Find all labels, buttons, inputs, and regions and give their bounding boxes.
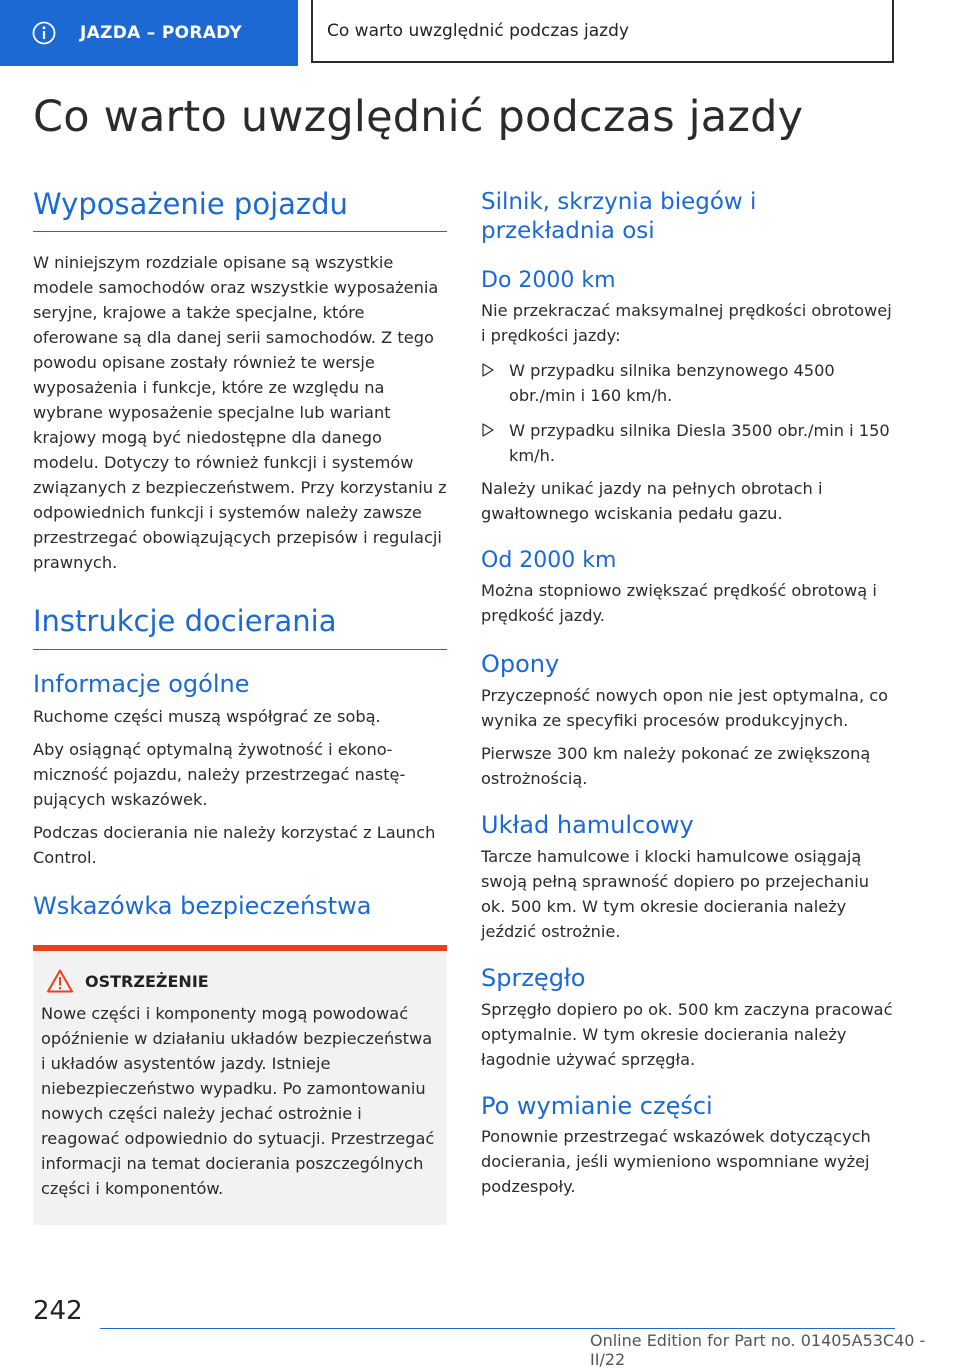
- general-p2: Aby osiągnąć optymalną żywotność i ekonomiczność pojazdu, należy przestrzegać następujących wskazówek.: [33, 740, 406, 810]
- page-number: 242: [33, 1296, 83, 1326]
- upto-avoid-text: Należy unikać jazdy na pełnych obrotach i gwałtownego wciskania pedału gazu.: [481, 478, 823, 523]
- bullet-text: W przypadku silnika Diesla 3500 obr./min i 150 km/h.: [509, 420, 890, 465]
- info-icon: [32, 21, 56, 45]
- upto-heading: Do 2000 km: [481, 267, 616, 293]
- tires-p2: Pierwsze 300 km należy pokonać ze zwiększoną ostrożnością.: [481, 744, 871, 789]
- warning-header: [41, 969, 439, 993]
- triangle-bullet-icon: [481, 421, 495, 439]
- brakes-heading: Układ hamulcowy: [481, 811, 694, 840]
- from-heading: Od 2000 km: [481, 547, 617, 573]
- from-text: Można stopniowo zwiększać prędkość obrotową i prędkość jazdy.: [481, 581, 877, 626]
- triangle-bullet-icon: [481, 361, 495, 379]
- equipment-text: W niniejszym rozdziale opisane są wszystkie modele samochodów oraz wszystkie wyposażenia seryjne, krajowe a także specjalne, które oferowane są dla danej serii samochodów. Z tego powodu opisane zostały również te wersje wyposażenia i funkcje, które ze względu na wybrane wyposażenie specjalne lub wariant krajowy mogą być niedostępne dla danego modelu. Dotyczy to również funkcji i systemów związanych z bezpieczeństwem. Przy korzystaniu z odpowiednich funkcji i systemów należy zawsze przestrzegać obowiązujących przepisów i regulacji prawnych.: [33, 253, 447, 573]
- list-item: [481, 358, 895, 408]
- warning-text: Nowe części i komponenty mogą powodować opóźnienie w działaniu układów bezpieczeństwa i układów asystentów jazdy. Istnieje niebezpieczeństwo wypadku. Po zamontowaniu nowych części należy jechać ostrożnie i reagować odpowiednio do sytuacji. Przestrzegać informacji na temat docierania poszczególnych części i komponentów.: [41, 1004, 435, 1199]
- safety-heading: Wskazówka bezpieczeństwa: [33, 892, 372, 921]
- warning-triangle-icon: [47, 969, 73, 993]
- rpm-limit-list: [481, 358, 895, 468]
- clutch-text: Sprzęgło dopiero po ok. 500 km zaczyna pracować optymalnie. W tym okresie docierania należy łagodnie używać sprzęgła.: [481, 999, 893, 1069]
- warning-title: OSTRZEŻENIE: [85, 971, 209, 991]
- engine-heading: Silnik, skrzynia biegów i przekładnia osi: [481, 189, 757, 244]
- footer-rule: [100, 1328, 895, 1329]
- equipment-heading: Wyposażenie pojazdu: [33, 188, 447, 232]
- brakes-text: Tarcze hamulcowe i klocki hamulcowe osiągają swoją pełną sprawność dopiero po przejechaniu ok. 500 km. W tym okresie docierania należy jeździć ostrożnie.: [481, 846, 869, 941]
- page-header: [0, 0, 960, 66]
- tires-p1: Przyczepność nowych opon nie jest optymalna, co wynika ze specyfiki procesów produkcyjnych.: [481, 686, 889, 731]
- warning-box: [33, 945, 447, 1225]
- clutch-heading: Sprzęgło: [481, 963, 586, 992]
- section-tab: [0, 0, 298, 66]
- parts-heading: Po wymianie części: [481, 1091, 713, 1120]
- breakin-heading: Instrukcje docierania: [33, 605, 447, 649]
- upto-text: Nie przekraczać maksymalnej prędkości obrotowej i prędkości jazdy:: [481, 300, 892, 345]
- parts-text: Ponownie przestrzegać wskazówek dotyczących docierania, jeśli wymieniono wspomniane wyżej podzespoły.: [481, 1127, 871, 1197]
- left-column: [33, 188, 447, 1225]
- right-column: [481, 188, 895, 1199]
- general-p1: Ruchome części muszą współgrać ze sobą.: [33, 707, 381, 727]
- bullet-text: W przypadku silnika benzynowego 4500 obr./min i 160 km/h.: [509, 360, 835, 405]
- page-title: Co warto uwzględnić podczas jazdy: [33, 92, 804, 142]
- general-p3: Podczas docierania nie należy korzystać z Launch Control.: [33, 823, 436, 868]
- section-label: JAZDA – PORADY: [80, 23, 242, 43]
- edition-text: Online Edition for Part no. 01405A53C40 - II/22: [590, 1331, 926, 1369]
- general-heading: Informacje ogólne: [33, 669, 250, 698]
- chapter-title: Co warto uwzględnić podczas jazdy: [311, 0, 894, 63]
- list-item: [481, 418, 895, 468]
- tires-heading: Opony: [481, 650, 560, 679]
